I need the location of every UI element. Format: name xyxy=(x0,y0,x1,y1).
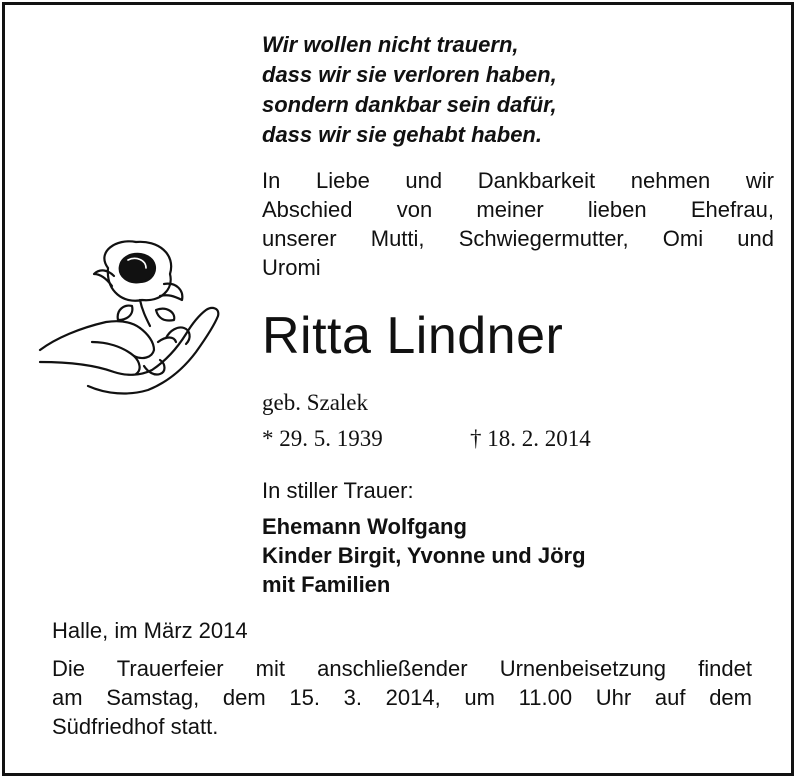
deceased-name: Ritta Lindner xyxy=(262,307,564,365)
poem-line: dass wir sie gehabt haben. xyxy=(262,122,542,147)
intro-line: Uromi xyxy=(262,255,321,280)
funeral-notice xyxy=(52,654,752,741)
mourning-heading: In stiller Trauer: xyxy=(262,478,414,503)
mourner-line: mit Familien xyxy=(262,572,391,597)
funeral-line: Die Trauerfeier mit anschließender Urnenbeisetzung findet xyxy=(52,656,752,681)
intro-text xyxy=(262,166,774,282)
intro-line: Abschied von meiner lieben Ehefrau, xyxy=(262,197,774,222)
poem-line: dass wir sie verloren haben, xyxy=(262,62,557,87)
funeral-line: am Samstag, dem 15. 3. 2014, um 11.00 Uhr auf dem xyxy=(52,685,752,710)
mourners-list xyxy=(262,512,586,599)
place-date: Halle, im März 2014 xyxy=(52,618,248,643)
intro-line: In Liebe und Dankbarkeit nehmen wir xyxy=(262,168,774,193)
intro-line: unserer Mutti, Schwiegermutter, Omi und xyxy=(262,226,774,251)
birth-date: * 29. 5. 1939 xyxy=(262,426,383,451)
poem-line: sondern dankbar sein dafür, xyxy=(262,92,557,117)
poem-line: Wir wollen nicht trauern, xyxy=(262,32,519,57)
memorial-poem xyxy=(262,30,557,150)
mourner-line: Ehemann Wolfgang xyxy=(262,514,467,539)
mourner-line: Kinder Birgit, Yvonne und Jörg xyxy=(262,543,586,568)
death-date: † 18. 2. 2014 xyxy=(470,426,591,451)
hand-with-rose-icon xyxy=(36,230,236,400)
birth-name: geb. Szalek xyxy=(262,390,369,415)
funeral-line: Südfriedhof statt. xyxy=(52,714,219,739)
